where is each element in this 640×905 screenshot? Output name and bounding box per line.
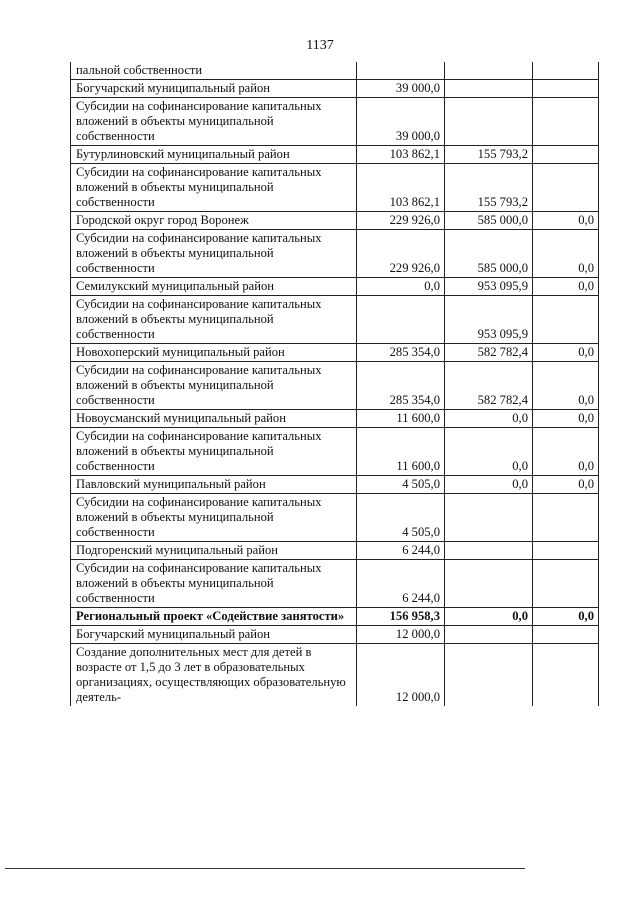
table-row bbox=[71, 344, 599, 362]
row-name-cell: Создание дополнительных мест для детей в возрасте от 1,5 до 3 лет в образовательных организациях, осуществляющих образовательную деятель- bbox=[71, 644, 357, 707]
row-value-2-cell: 585 000,0 bbox=[445, 212, 533, 230]
row-value-2-cell bbox=[445, 560, 533, 608]
row-value-2-cell: 585 000,0 bbox=[445, 230, 533, 278]
row-name-cell: Субсидии на софинансирование капитальных вложений в объекты муниципальной собственности bbox=[71, 164, 357, 212]
row-value-3-cell bbox=[533, 626, 599, 644]
row-name-cell: Семилукский муниципальный район bbox=[71, 278, 357, 296]
table-row bbox=[71, 296, 599, 344]
row-name-cell: Новоусманский муниципальный район bbox=[71, 410, 357, 428]
row-value-2-cell bbox=[445, 626, 533, 644]
row-value-1-cell: 103 862,1 bbox=[357, 146, 445, 164]
row-name-cell: Богучарский муниципальный район bbox=[71, 80, 357, 98]
row-value-1-cell: 156 958,3 bbox=[357, 608, 445, 626]
row-value-3-cell: 0,0 bbox=[533, 428, 599, 476]
table-row bbox=[71, 428, 599, 476]
table-row bbox=[71, 230, 599, 278]
row-name-cell: Павловский муниципальный район bbox=[71, 476, 357, 494]
budget-table-body bbox=[71, 62, 599, 706]
row-value-1-cell: 0,0 bbox=[357, 278, 445, 296]
row-value-1-cell bbox=[357, 62, 445, 80]
row-name-cell: Субсидии на софинансирование капитальных вложений в объекты муниципальной собственности bbox=[71, 230, 357, 278]
row-value-1-cell: 229 926,0 bbox=[357, 212, 445, 230]
table-row bbox=[71, 626, 599, 644]
row-name-cell: Субсидии на софинансирование капитальных вложений в объекты муниципальной собственности bbox=[71, 560, 357, 608]
row-name-cell: Субсидии на софинансирование капитальных вложений в объекты муниципальной собственности bbox=[71, 494, 357, 542]
row-value-2-cell: 0,0 bbox=[445, 410, 533, 428]
row-value-3-cell bbox=[533, 80, 599, 98]
row-value-1-cell: 4 505,0 bbox=[357, 494, 445, 542]
row-value-1-cell: 39 000,0 bbox=[357, 98, 445, 146]
row-value-1-cell: 229 926,0 bbox=[357, 230, 445, 278]
row-value-1-cell: 11 600,0 bbox=[357, 410, 445, 428]
table-row bbox=[71, 80, 599, 98]
row-value-3-cell bbox=[533, 62, 599, 80]
row-value-2-cell: 0,0 bbox=[445, 476, 533, 494]
row-value-1-cell: 39 000,0 bbox=[357, 80, 445, 98]
row-value-1-cell: 6 244,0 bbox=[357, 542, 445, 560]
table-row bbox=[71, 476, 599, 494]
row-value-3-cell: 0,0 bbox=[533, 410, 599, 428]
table-row bbox=[71, 164, 599, 212]
table-row bbox=[71, 542, 599, 560]
row-value-2-cell: 953 095,9 bbox=[445, 278, 533, 296]
row-value-3-cell bbox=[533, 146, 599, 164]
row-name-cell: Субсидии на софинансирование капитальных вложений в объекты муниципальной собственности bbox=[71, 98, 357, 146]
row-name-cell: Бутурлиновский муниципальный район bbox=[71, 146, 357, 164]
table-row bbox=[71, 410, 599, 428]
page-number: 1137 bbox=[306, 38, 334, 53]
table-row bbox=[71, 146, 599, 164]
row-value-3-cell: 0,0 bbox=[533, 608, 599, 626]
row-value-1-cell: 285 354,0 bbox=[357, 362, 445, 410]
row-value-3-cell bbox=[533, 296, 599, 344]
row-value-3-cell bbox=[533, 644, 599, 707]
row-name-cell: Субсидии на софинансирование капитальных вложений в объекты муниципальной собственности bbox=[71, 428, 357, 476]
row-name-cell: Подгоренский муниципальный район bbox=[71, 542, 357, 560]
row-name-cell: Субсидии на софинансирование капитальных вложений в объекты муниципальной собственности bbox=[71, 296, 357, 344]
row-value-1-cell: 103 862,1 bbox=[357, 164, 445, 212]
row-value-1-cell: 12 000,0 bbox=[357, 626, 445, 644]
row-value-2-cell bbox=[445, 644, 533, 707]
row-value-1-cell bbox=[357, 296, 445, 344]
table-row bbox=[71, 494, 599, 542]
footer-divider bbox=[5, 868, 525, 869]
row-value-2-cell bbox=[445, 98, 533, 146]
row-value-3-cell bbox=[533, 542, 599, 560]
table-row bbox=[71, 608, 599, 626]
table-row bbox=[71, 278, 599, 296]
row-value-3-cell: 0,0 bbox=[533, 230, 599, 278]
row-name-cell: Региональный проект «Содействие занятости» bbox=[71, 608, 357, 626]
row-name-cell: Субсидии на софинансирование капитальных вложений в объекты муниципальной собственности bbox=[71, 362, 357, 410]
row-value-2-cell: 582 782,4 bbox=[445, 344, 533, 362]
row-value-3-cell bbox=[533, 98, 599, 146]
row-value-2-cell: 0,0 bbox=[445, 608, 533, 626]
row-value-2-cell: 155 793,2 bbox=[445, 146, 533, 164]
row-name-cell: Городской округ город Воронеж bbox=[71, 212, 357, 230]
row-name-cell: Новохоперский муниципальный район bbox=[71, 344, 357, 362]
row-value-3-cell: 0,0 bbox=[533, 212, 599, 230]
row-value-3-cell: 0,0 bbox=[533, 278, 599, 296]
row-value-2-cell bbox=[445, 62, 533, 80]
row-value-2-cell bbox=[445, 494, 533, 542]
row-value-2-cell: 0,0 bbox=[445, 428, 533, 476]
row-value-1-cell: 6 244,0 bbox=[357, 560, 445, 608]
row-value-1-cell: 11 600,0 bbox=[357, 428, 445, 476]
row-value-2-cell bbox=[445, 80, 533, 98]
table-row bbox=[71, 98, 599, 146]
row-name-cell: Богучарский муниципальный район bbox=[71, 626, 357, 644]
row-value-2-cell: 953 095,9 bbox=[445, 296, 533, 344]
row-value-3-cell bbox=[533, 164, 599, 212]
row-value-3-cell: 0,0 bbox=[533, 344, 599, 362]
row-value-1-cell: 285 354,0 bbox=[357, 344, 445, 362]
row-value-2-cell: 582 782,4 bbox=[445, 362, 533, 410]
table-row bbox=[71, 560, 599, 608]
row-value-2-cell: 155 793,2 bbox=[445, 164, 533, 212]
row-value-1-cell: 4 505,0 bbox=[357, 476, 445, 494]
table-row bbox=[71, 212, 599, 230]
row-value-3-cell bbox=[533, 494, 599, 542]
row-name-cell: пальной собственности bbox=[71, 62, 357, 80]
row-value-1-cell: 12 000,0 bbox=[357, 644, 445, 707]
row-value-3-cell bbox=[533, 560, 599, 608]
table-row bbox=[71, 362, 599, 410]
row-value-3-cell: 0,0 bbox=[533, 476, 599, 494]
table-row bbox=[71, 644, 599, 707]
row-value-3-cell: 0,0 bbox=[533, 362, 599, 410]
row-value-2-cell bbox=[445, 542, 533, 560]
budget-table bbox=[70, 62, 599, 706]
table-row bbox=[71, 62, 599, 80]
